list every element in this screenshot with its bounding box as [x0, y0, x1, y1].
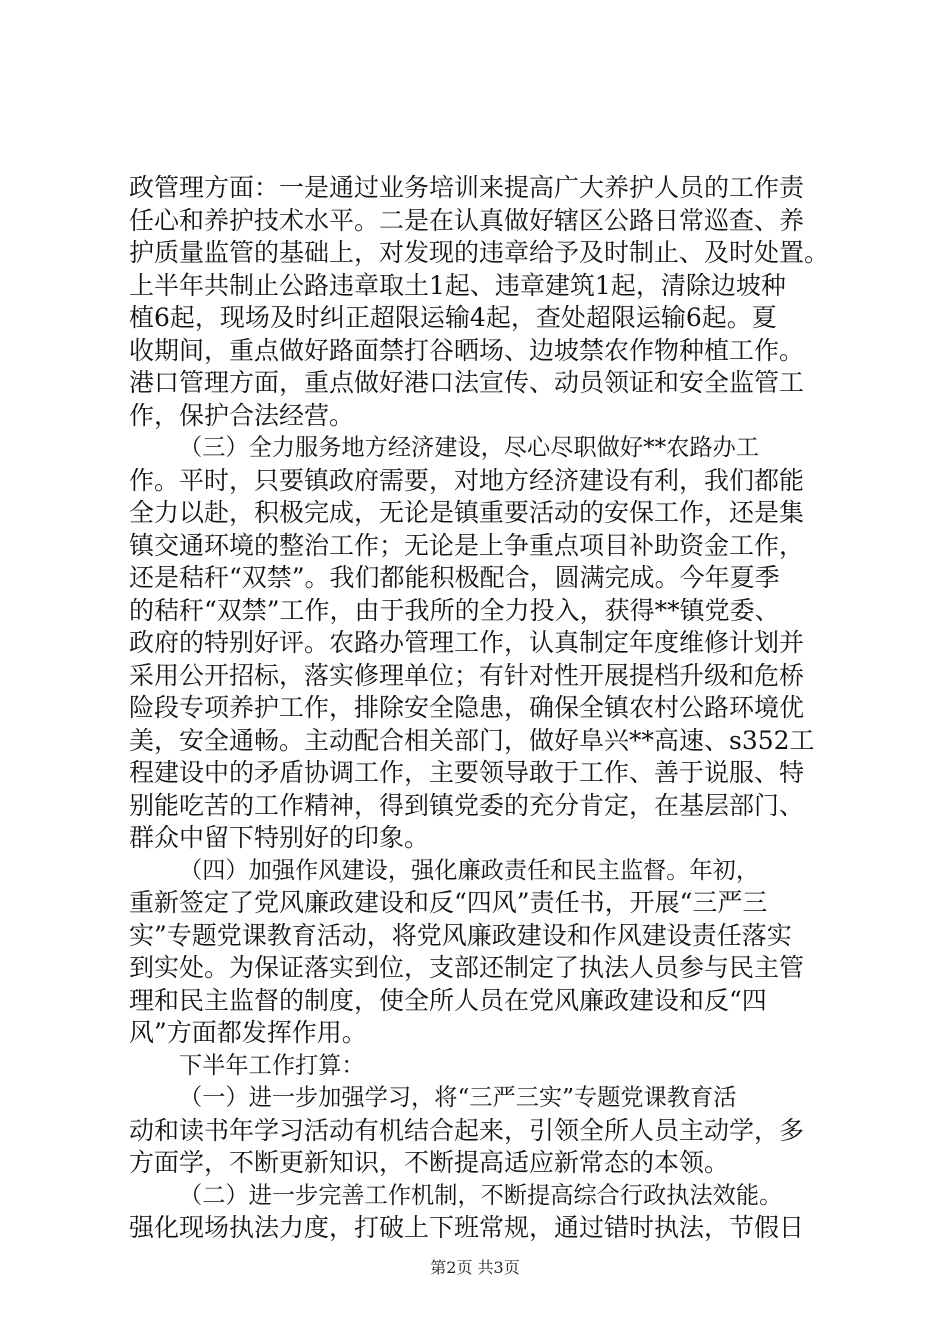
text-line: 港口管理方面，重点做好港口法宣传、动员领证和安全监管工	[129, 368, 805, 397]
text-line: 程建设中的矛盾协调工作，主要领导敢于工作、善于说服、特	[129, 758, 805, 787]
text-line: 任心和养护技术水平。二是在认真做好辖区公路日常巡查、养	[129, 205, 805, 235]
text-line: 作，保护合法经营。	[129, 400, 355, 430]
text-line: 政管理方面：一是通过业务培训来提高广大养护人员的工作责	[129, 173, 805, 202]
text-line: 上半年共制止公路违章取土1起、违章建筑1起，清除边坡种	[129, 270, 786, 300]
text-line: 美，安全通畅。主动配合相关部门，做好阜兴**高速、s352工	[129, 725, 815, 755]
text-line: 政府的特别好评。农路办管理工作，认真制定年度维修计划并	[129, 628, 805, 657]
text-line: 别能吃苦的工作精神，得到镇党委的充分肯定，在基层部门、	[129, 790, 805, 820]
text-line: 收期间，重点做好路面禁打谷晒场、边坡禁农作物种植工作。	[129, 335, 805, 365]
text-line: 镇交通环境的整治工作；无论是上争重点项目补助资金工作，	[129, 530, 805, 560]
text-line: 还是秸秆“双禁”。我们都能积极配合，圆满完成。今年夏季	[129, 563, 780, 592]
text-line: 群众中留下特别好的印象。	[129, 823, 430, 852]
text-line: 险段专项养护工作，排除安全隐患，确保全镇农村公路环境优	[129, 693, 805, 722]
text-line: 强化现场执法力度，打破上下班常规，通过错时执法，节假日	[129, 1213, 805, 1242]
page-footer: 第2页 共3页	[430, 1258, 520, 1277]
text-line: 采用公开招标，落实修理单位；有针对性开展提档升级和危桥	[129, 660, 805, 690]
text-line: 理和民主监督的制度，使全所人员在党风廉政建设和反“四	[129, 985, 767, 1015]
text-line: 作。平时，只要镇政府需要，对地方经济建设有利，我们都能	[129, 465, 805, 495]
text-line: 方面学，不断更新知识，不断提高适应新常态的本领。	[129, 1148, 730, 1177]
text-line: 风”方面都发挥作用。	[129, 1018, 367, 1047]
text-line: 重新签定了党风廉政建设和反“四风”责任书，开展“三严三	[129, 888, 768, 917]
text-line: 植6起，现场及时纠正超限运输4起，查处超限运输6起。夏	[129, 303, 777, 332]
text-line: （三）全力服务地方经济建设，尽心尽职做好**农路办工	[179, 434, 760, 461]
text-line: 实”专题党课教育活动，将党风廉政建设和作风建设责任落实	[129, 920, 792, 950]
text-line: （一）进一步加强学习，将“三严三实”专题党课教育活	[179, 1084, 737, 1111]
text-line: 全力以赴，积极完成，无论是镇重要活动的安保工作，还是集	[129, 498, 805, 527]
text-line: （二）进一步完善工作机制，不断提高综合行政执法效能。	[179, 1181, 783, 1209]
text-line: 护质量监管的基础上，对发现的违章给予及时制止、及时处置。	[129, 238, 830, 267]
text-line: 下半年工作打算：	[179, 1051, 365, 1079]
text-line: （四）加强作风建设，强化廉政责任和民主监督。年初，	[179, 856, 760, 884]
text-line: 的秸秆“双禁”工作，由于我所的全力投入，获得**镇党委、	[129, 595, 780, 625]
text-line: 动和读书年学习活动有机结合起来，引领全所人员主动学，多	[129, 1115, 805, 1145]
text-line: 到实处。为保证落实到位，支部还制定了执法人员参与民主管	[129, 953, 805, 982]
